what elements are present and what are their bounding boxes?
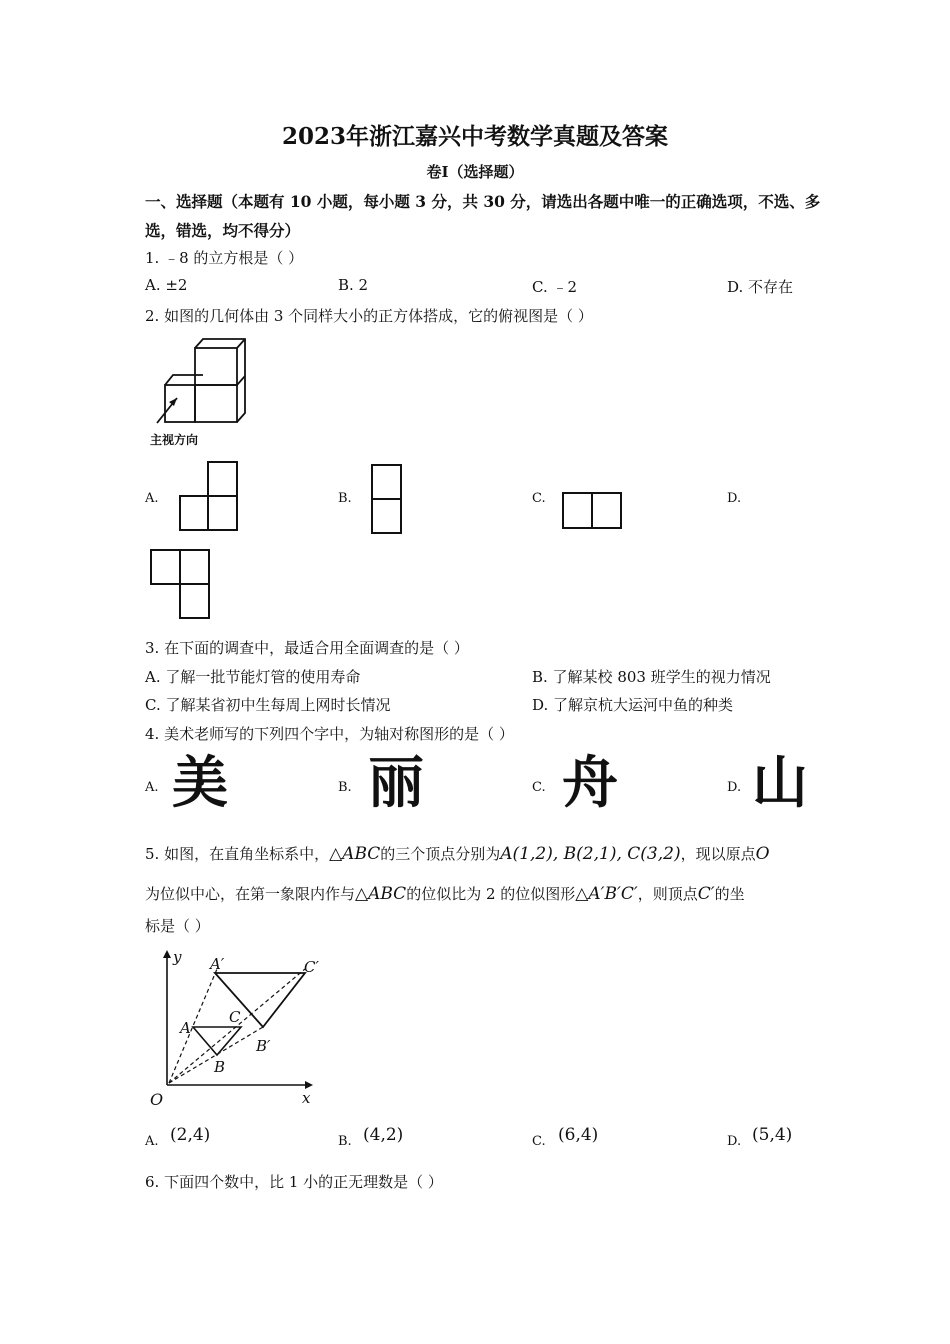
q4-char-d: 山: [752, 751, 808, 816]
q5-text-1a: 5. 如图，在直角坐标系中，: [145, 845, 330, 863]
question-6-stem: 6. 下面四个数中，比 1 小的正无理数是（ ）: [145, 1173, 443, 1191]
q5-option-b: B.: [338, 1134, 352, 1149]
q5-fig-b-label: B: [214, 1058, 226, 1076]
q2-option-c: C.: [532, 491, 546, 506]
q4-char-c: 舟: [562, 751, 618, 816]
q5-option-d: D.: [727, 1134, 742, 1149]
q5-option-a-value: (2,4): [170, 1125, 211, 1145]
question-4-stem: 4. 美术老师写的下列四个字中，为轴对称图形的是（ ）: [145, 725, 514, 743]
q5-option-c-value: (6,4): [558, 1125, 599, 1145]
q5-vertex-c-prime: C′: [697, 884, 715, 904]
q4-option-c: C.: [532, 780, 546, 795]
question-5-line3: 标是（ ）: [145, 917, 210, 935]
q1-option-d: D. 不存在: [727, 278, 794, 296]
q5-option-a: A.: [145, 1134, 159, 1149]
q5-text-2a: 为位似中心，在第一象限内作与: [145, 885, 356, 903]
q2-option-d-figure: [149, 548, 213, 622]
q5-fig-o-label: O: [150, 1090, 164, 1109]
q5-fig-x-label: x: [302, 1089, 311, 1107]
q5-text-1b: 的三个顶点分别为: [380, 845, 501, 863]
q5-option-b-value: (4,2): [363, 1125, 404, 1145]
q5-option-d-value: (5,4): [752, 1125, 793, 1145]
q4-char-a: 美: [172, 751, 228, 816]
page-title: 2023年浙江嘉兴中考数学真题及答案: [281, 123, 668, 150]
question-1-stem: 1. ﹣8 的立方根是（ ）: [145, 249, 304, 267]
q5-fig-y-label: y: [173, 948, 182, 966]
q4-option-a: A.: [145, 780, 159, 795]
question-5-line2: [145, 883, 745, 904]
q4-option-d: D.: [727, 780, 742, 795]
q3-option-c: C. 了解某省初中生每周上网时长情况: [145, 696, 391, 714]
paper-subtitle: 卷Ⅰ（选择题）: [426, 163, 524, 181]
question-3-stem: 3. 在下面的调查中，最适合用全面调查的是（ ）: [145, 639, 469, 657]
q4-option-b: B.: [338, 780, 352, 795]
question-5-line1: [145, 843, 770, 864]
q5-origin-label: O: [755, 844, 770, 864]
q5-fig-a-label: A: [180, 1019, 191, 1037]
q5-triangle-abc: △ABC: [329, 844, 381, 864]
q5-triangle-abc-2: △ABC: [355, 884, 407, 904]
q5-fig-b-prime-label: B′: [256, 1037, 271, 1055]
question-2-stem: 2. 如图的几何体由 3 个同样大小的正方体搭成，它的俯视图是（ ）: [145, 307, 593, 325]
q1-option-c: C. ﹣2: [532, 278, 578, 296]
q2-figure-label: 主视方向: [150, 433, 199, 447]
q3-option-b: B. 了解某校 803 班学生的视力情况: [532, 668, 771, 686]
q5-fig-c-label: C: [229, 1008, 241, 1026]
q2-option-b: B.: [338, 491, 352, 506]
q5-text-2c: ，则顶点: [637, 885, 698, 903]
section-heading-line2: 选，错选，均不得分）: [145, 221, 301, 240]
q4-char-b: 丽: [368, 751, 424, 816]
q5-text-1c: ，现以原点: [680, 845, 756, 863]
q5-triangle-image: △A′B′C′: [575, 884, 638, 904]
q2-option-c-figure: [561, 490, 625, 532]
q5-fig-a-prime-label: A′: [210, 955, 225, 973]
q2-option-a-figure: [178, 460, 242, 534]
q5-option-c: C.: [532, 1134, 546, 1149]
q1-option-b: B. 2: [338, 276, 369, 294]
q2-option-b-figure: [370, 463, 404, 535]
q1-option-a: A. ±2: [145, 276, 188, 294]
q5-vertex-coordinates: A(1,2), B(2,1), C(3,2): [500, 844, 681, 864]
q3-option-a: A. 了解一批节能灯管的使用寿命: [145, 668, 361, 686]
section-heading-line1: 一、选择题（本题有 10 小题，每小题 3 分，共 30 分，请选出各题中唯一的正确选项，不选、多: [145, 192, 821, 211]
q2-option-a: A.: [145, 491, 159, 506]
q5-text-2d: 的坐: [714, 885, 745, 903]
q3-option-d: D. 了解京杭大运河中鱼的种类: [532, 696, 734, 714]
q2-option-d: D.: [727, 491, 742, 506]
q5-text-2b: 的位似比为 2 的位似图形: [406, 885, 576, 903]
q5-fig-c-prime-label: C′: [304, 958, 319, 976]
